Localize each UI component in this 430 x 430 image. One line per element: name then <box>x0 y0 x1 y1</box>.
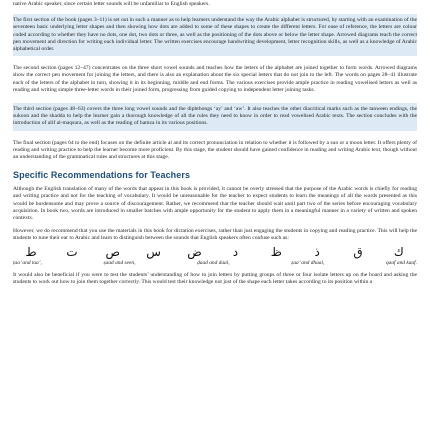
paragraph-second-section: The second section (pages 12–47) concentrates on the three short vowel sounds and teaches how the letters of the alphabet are joined together to form words. Arrowed diagrams show the correct pen movement for joining the letters, and there is also an explanation about the six special letters that do not join to the left. The words on pages 28–41 illustrate each of the letters of the alphabet in turn, showing it in its beginning, middle and end forms. The various exercises provide ample practice in reading vowelised letters as well as reading and writing simple three-letter words in their joined form, progressing from guided copying to independent letter joining tasks. <box>13 65 417 93</box>
paragraph-first-section: The first section of the book (pages 3–11) is set out in such a manner as to help learners understand the way the Arabic alphabet is structured, by starting with an examination of the seventeen basic underlying letter shapes and then showing how dots are added to some of these shapes to create the different letters. For ease of reference, the letters are colour coded according to whether they have no dots, one dot, two dots or three, as well as the positioning of the dots above or below the letter shape. Arrowed diagrams teach the correct pen movement and direction for writing each individual letter. The written exercises encourage handwriting development, letter recognition skills, as well as a knowledge of Arabic alphabetical order. <box>13 17 417 53</box>
document-body <box>13 0 417 286</box>
arabic-letter: ص <box>105 244 120 259</box>
arabic-letter: ك <box>393 244 404 259</box>
section-four-paragraph <box>13 137 417 165</box>
recommendations-heading: Specific Recommendations for Teachers <box>13 170 191 181</box>
paragraph-third-section: The third section (pages 48–63) covers the three long vowel sounds and the diphthongs ‘ay’ and ‘aw’. It also teaches the other diacritical marks such as the tanween endings, the sukoon and the shadda to help the learner gain a thorough knowledge of all the rules they need to know in order to read vowelised Arabic texts. The section concludes with the introduction of alif al-maqsura, as well as the reading of hamza in its various positions. <box>13 106 417 127</box>
letter-example-row <box>13 259 417 266</box>
section-one-paragraph <box>13 14 417 56</box>
arabic-letter: ظ <box>270 244 282 259</box>
arabic-letter-row <box>13 243 417 259</box>
letter-example-label: ṣaad and seen, <box>103 259 136 266</box>
arabic-letter: ق <box>353 244 363 259</box>
letter-example-label: qaaf and kaaf. <box>385 259 417 266</box>
intro-tail-line: native Arabic speaker, since certain letter sounds will be unfamiliar to English speakers. <box>13 1 210 7</box>
section-three-paragraph <box>13 103 417 131</box>
paragraph-vocabulary-note: Although the English translation of many of the words that appear in this book is provided, it cannot be overly stressed that the purpose of the Arabic words is chiefly for reading and writing practice and not for the teaching of vocabulary. It would be unreasonable for the teacher to expect students to learn the meanings of all the words presented as this would be burdensome and may prove a source of discouragement. Rather, we recommend that the teacher should wait until part two of the series before encouraging vocabulary acquisition. In book two, words are introduced in smaller batches with ample opportunity for the student to apply them in a meaningful manner in a variety of written and spoken contexts. <box>13 186 417 222</box>
arabic-letter: ت <box>66 244 78 259</box>
letter-example-label: ḍaad and daal, <box>197 259 230 266</box>
arabic-letter: ذ <box>314 244 320 259</box>
arabic-letter: س <box>146 244 161 259</box>
paragraph-dictation-note: However, we do recommend that you use the materials in this book for dictation exercises, rather than just engaging the students in copying and reading practice. This will help the students to tune their ear to Arabic and learn to distinguish between the sounds that English speakers often confuse such as: <box>13 228 417 242</box>
arabic-letter: ض <box>187 244 202 259</box>
letter-example-label: ṭaa’ and taa’, <box>13 259 42 266</box>
paragraph-joining-test: It would also be beneficial if you were to test the students’ understanding of how to join letters by putting groups of three or four isolate letters up on the board and asking the students to work out how to join them together correctly. This would test their knowledge not just of the shape each letter takes according to its position within a <box>13 271 417 285</box>
arabic-letter: ط <box>25 244 37 259</box>
paragraph-final-section: The final section (pages 64 to the end) focuses on the definite article al and its correct pronunciation in relation to whether it is followed by a sun or a moon letter. It offers plenty of reading and writing practice to help the learner become more proficient. By this stage, the student should have gained confidence in reading and writing Arabic text, though without an understanding of the grammatical rules and structures at this stage. <box>13 139 417 161</box>
arabic-letter: د <box>232 244 239 259</box>
letter-example-label: ẓaa’ and dhaal, <box>291 259 325 266</box>
section-two-paragraph <box>13 62 417 97</box>
